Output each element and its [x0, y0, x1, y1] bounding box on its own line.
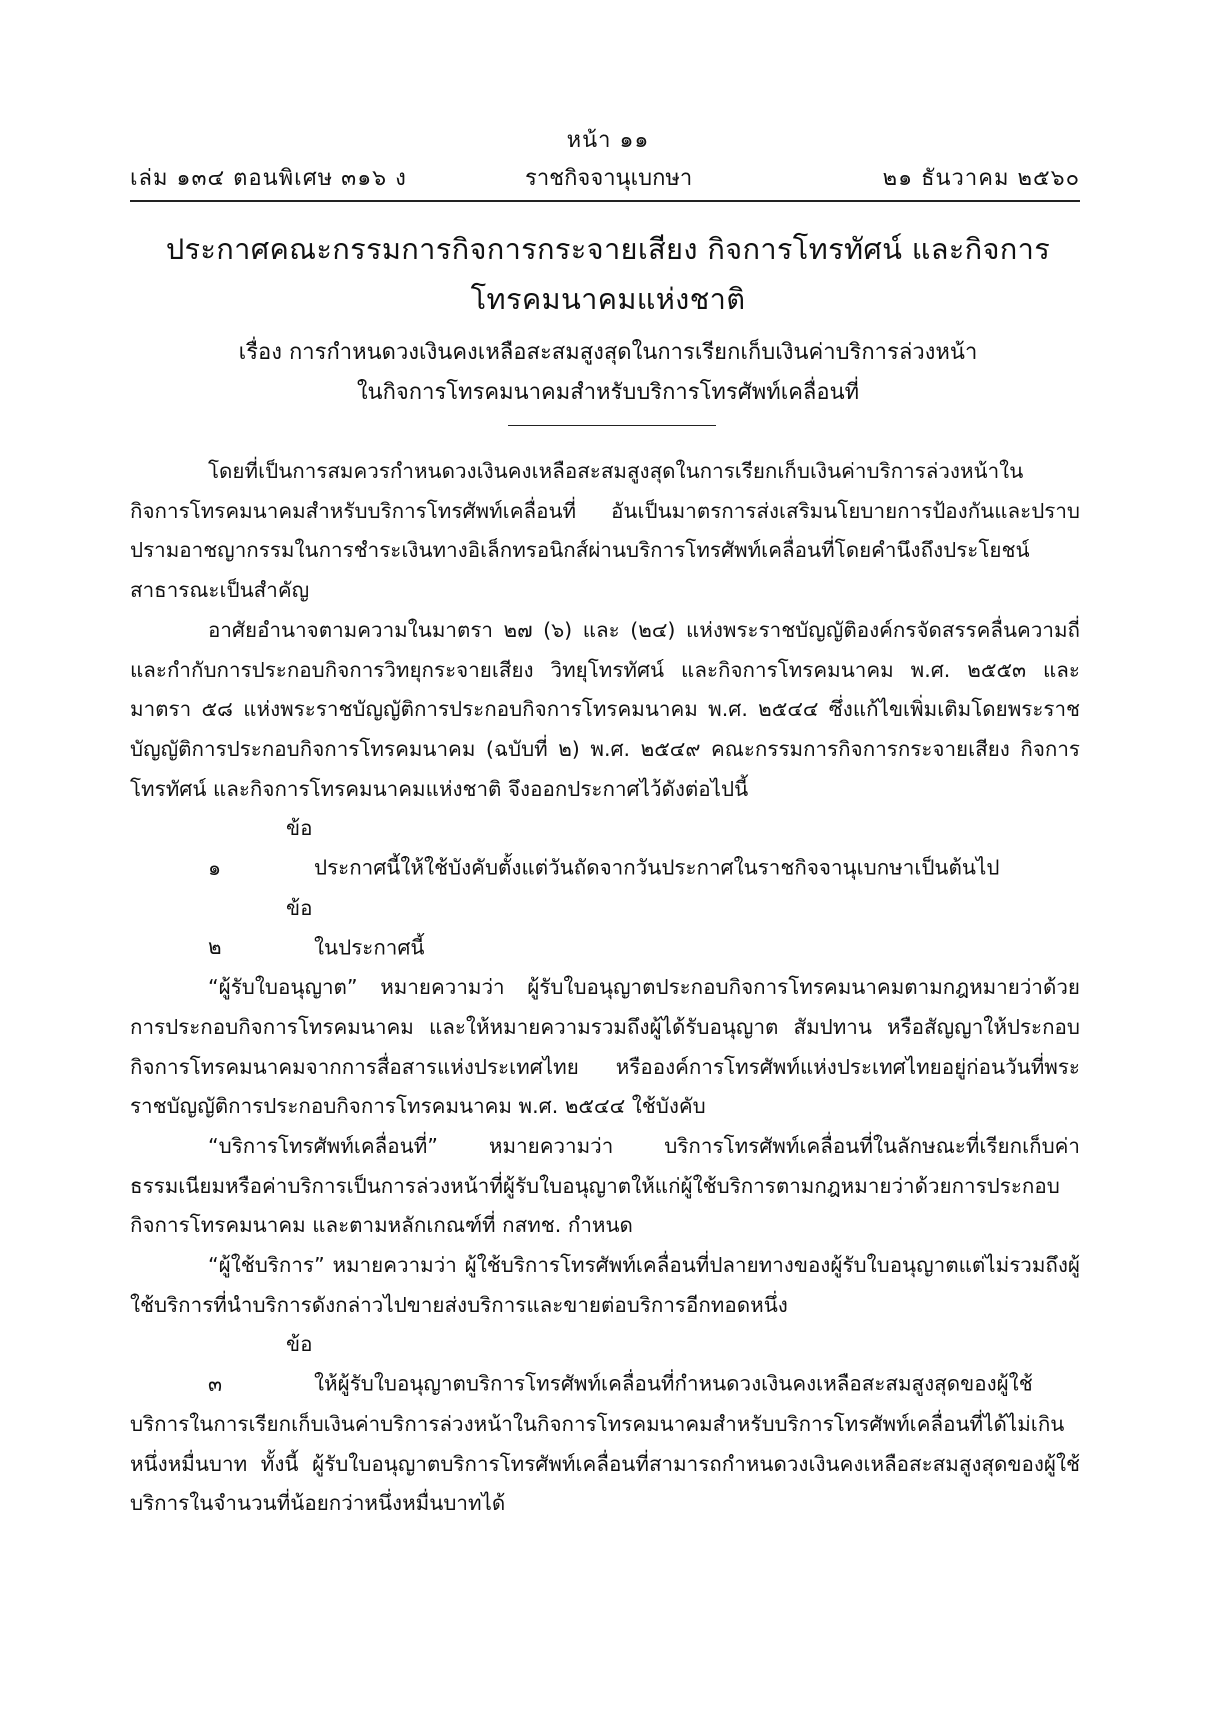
page-number: หน้า ๑๑: [566, 128, 650, 153]
authority-paragraph: อาศัยอำนาจตามความในมาตรา ๒๗ (๖) และ (๒๔) แห่งพระราชบัญญัติองค์กรจัดสรรคลื่นความถี่และกำกับการประกอบกิจการวิทยุกระจายเสียง วิทยุโทรทัศน์ และกิจการโทรคมนาคม พ.ศ. ๒๕๕๓ และมาตรา ๕๘ แห่งพระราชบัญญัติการประกอบกิจการโทรคมนาคม พ.ศ. ๒๕๔๔ ซึ่งแก้ไขเพิ่มเติมโดยพระราชบัญญัติการประกอบกิจการโทรคมนาคม (ฉบับที่ ๒) พ.ศ. ๒๕๔๙ คณะกรรมการกิจการกระจายเสียง กิจการโทรทัศน์ และกิจการโทรคมนาคมแห่งชาติ จึงออกประกาศไว้ดังต่อไปนี้: [130, 617, 1080, 801]
clause-text: ในประกาศนี้: [314, 935, 425, 960]
announcement-title: [110, 224, 1106, 324]
header-divider: [130, 200, 1080, 202]
clause-label: ข้อ ๑: [208, 816, 313, 881]
definition-user: “ผู้ใช้บริการ” หมายความว่า ผู้ใช้บริการโทรศัพท์เคลื่อนที่ปลายทางของผู้รับใบอนุญาตแต่ไม่รวมถึงผู้ใช้บริการที่นำบริการดังกล่าวไปขายส่งบริการและขายต่อบริการอีกทอดหนึ่ง: [130, 1253, 1080, 1317]
definition-mobile-service: “บริการโทรศัพท์เคลื่อนที่” หมายความว่า บริการโทรศัพท์เคลื่อนที่ในลักษณะที่เรียกเก็บค่าธรรมเนียมหรือค่าบริการเป็นการล่วงหน้าที่ผู้รับใบอนุญาตให้แก่ผู้ใช้บริการตามกฎหมายว่าด้วยการประกอบกิจการโทรคมนาคม และตามหลักเกณฑ์ที่ กสทช. กำหนด: [130, 1133, 1080, 1238]
title-line: ประกาศคณะกรรมการกิจการกระจายเสียง กิจการโทรทัศน์ และกิจการ: [165, 232, 1051, 266]
title-divider: [508, 425, 716, 426]
subject-line: ในกิจการโทรคมนาคมสำหรับบริการโทรศัพท์เคลื่อนที่: [356, 380, 860, 405]
clause-3: [130, 1325, 1080, 1524]
publication-date: ๒๑ ธันวาคม ๒๕๖๐: [882, 166, 1080, 191]
clause-1: [130, 809, 1080, 888]
clause-label: ข้อ ๒: [208, 895, 313, 960]
title-line: โทรคมนาคมแห่งชาติ: [470, 282, 746, 316]
clause-label: ข้อ ๓: [208, 1332, 313, 1397]
clause-text: ประกาศนี้ให้ใช้บังคับตั้งแต่วันถัดจากวันประกาศในราชกิจจานุเบกษาเป็นต้นไป: [314, 856, 1000, 881]
clause-2: [130, 889, 1080, 968]
subject-line: เรื่อง การกำหนดวงเงินคงเหลือสะสมสูงสุดในการเรียกเก็บเงินค่าบริการล่วงหน้า: [238, 340, 978, 365]
volume-issue: เล่ม ๑๓๔ ตอนพิเศษ ๓๑๖ ง: [130, 166, 407, 191]
publication-name: ราชกิจจานุเบกษา: [525, 166, 693, 191]
clause-text: ให้ผู้รับใบอนุญาตบริการโทรศัพท์เคลื่อนที่กำหนดวงเงินคงเหลือสะสมสูงสุดของผู้ใช้บริการในการเรียกเก็บเงินค่าบริการล่วงหน้าในกิจการโทรคมนาคมสำหรับบริการโทรศัพท์เคลื่อนที่ได้ไม่เกินหนึ่งหมื่นบาท ทั้งนี้ ผู้รับใบอนุญาตบริการโทรศัพท์เคลื่อนที่สามารถกำหนดวงเงินคงเหลือสะสมสูงสุดของผู้ใช้บริการในจำนวนที่น้อยกว่าหนึ่งหมื่นบาทได้: [130, 1372, 1080, 1516]
announcement-body: [130, 452, 1080, 1524]
preamble-paragraph: โดยที่เป็นการสมควรกำหนดวงเงินคงเหลือสะสมสูงสุดในการเรียกเก็บเงินค่าบริการล่วงหน้าในกิจการโทรคมนาคมสำหรับบริการโทรศัพท์เคลื่อนที่ อันเป็นมาตรการส่งเสริมนโยบายการป้องกันและปราบปรามอาชญากรรมในการชำระเงินทางอิเล็กทรอนิกส์ผ่านบริการโทรศัพท์เคลื่อนที่โดยคำนึงถึงประโยชน์สาธารณะเป็นสำคัญ: [130, 459, 1080, 603]
announcement-subject: [110, 333, 1106, 413]
gazette-header: [130, 163, 1080, 199]
definition-licensee: “ผู้รับใบอนุญาต” หมายความว่า ผู้รับใบอนุญาตประกอบกิจการโทรคมนาคมตามกฎหมายว่าด้วยการประกอบกิจการโทรคมนาคม และให้หมายความรวมถึงผู้ได้รับอนุญาต สัมปทาน หรือสัญญาให้ประกอบกิจการโทรคมนาคมจากการสื่อสารแห่งประเทศไทย หรือองค์การโทรศัพท์แห่งประเทศไทยอยู่ก่อนวันที่พระราชบัญญัติการประกอบกิจการโทรคมนาคม พ.ศ. ๒๕๔๔ ใช้บังคับ: [130, 975, 1080, 1119]
